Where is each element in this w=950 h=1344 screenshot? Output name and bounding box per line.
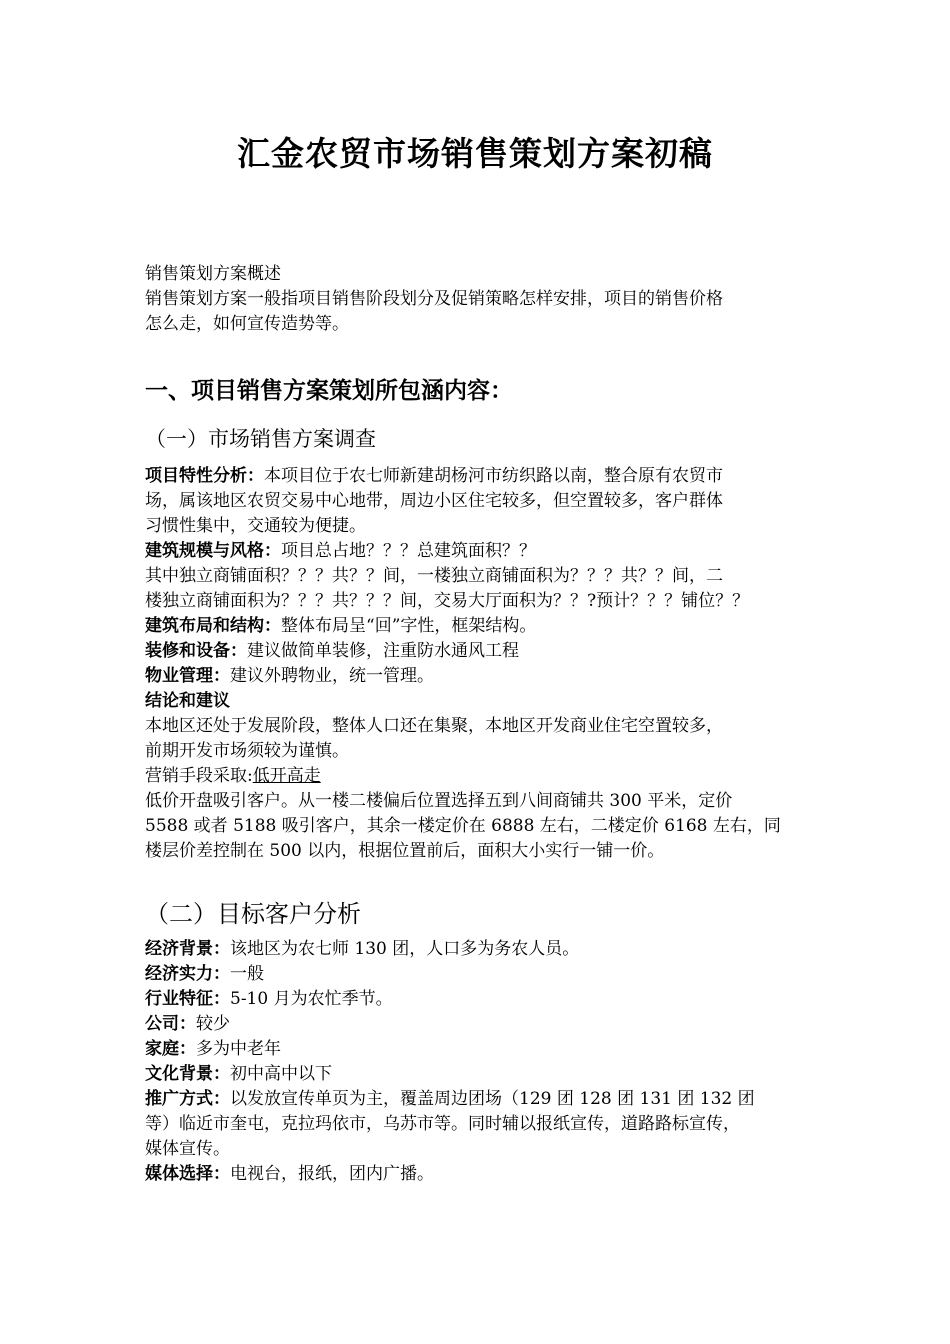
econ-power-text: 一般 — [230, 964, 264, 984]
layout-label: 建筑布局和结构： — [145, 616, 281, 636]
econ-power-label: 经济实力： — [145, 964, 230, 984]
price-line: 楼层价差控制在 500 以内，根据位置前后，面积大小实行一铺一价。 — [145, 841, 665, 861]
media-paragraph — [145, 1162, 825, 1187]
company-text: 较少 — [196, 1014, 230, 1034]
marketing-value: 低开高走 — [252, 766, 321, 786]
edu-label: 文化背景： — [145, 1064, 230, 1084]
family-label: 家庭： — [145, 1039, 196, 1059]
layout-paragraph — [145, 614, 825, 639]
overview-line: 销售策划方案一般指项目销售阶段划分及促销策略怎样安排，项目的销售价格 — [145, 289, 723, 309]
family-paragraph — [145, 1037, 825, 1062]
feature-line: 习惯性集中，交通较为便捷。 — [145, 516, 366, 536]
mgmt-text: 建议外聘物业，统一管理。 — [230, 666, 434, 686]
section1-content — [145, 464, 825, 864]
section2-content — [145, 937, 825, 1187]
mgmt-paragraph — [145, 664, 825, 689]
media-text: 电视台，报纸，团内广播。 — [230, 1164, 434, 1184]
econ-bg-paragraph — [145, 937, 825, 962]
edu-paragraph — [145, 1062, 825, 1087]
marketing-label: 营销手段采取: — [145, 766, 253, 786]
decor-paragraph — [145, 639, 825, 664]
mgmt-label: 物业管理： — [145, 666, 230, 686]
feature-line: 场，属该地区农贸交易中心地带，周边小区住宅较多，但空置较多，客户群体 — [145, 491, 723, 511]
feature-paragraph — [145, 464, 825, 489]
section1-heading: 一、项目销售方案策划所包涵内容： — [145, 377, 513, 404]
overview-heading: 销售策划方案概述 — [145, 264, 281, 284]
company-paragraph — [145, 1012, 825, 1037]
section1-heading-block — [145, 376, 825, 406]
conclusion-heading: 结论和建议 — [145, 691, 230, 711]
sub2-heading: （二）目标客户分析 — [145, 900, 361, 928]
scale-text: 项目总占地？？？总建筑面积？？ — [281, 541, 536, 561]
price-line: 低价开盘吸引客户。从一楼二楼偏后位置选择五到八间商铺共 300 平米，定价 — [145, 791, 733, 811]
econ-bg-text: 该地区为农七师 130 团，人口多为务农人员。 — [230, 939, 580, 959]
price-line: 5588 或者 5188 吸引客户，其余一楼定价在 6888 左右，二楼定价 6168 左右，同 — [145, 816, 781, 836]
conclusion-line: 前期开发市场须较为谨慎。 — [145, 741, 349, 761]
sub1-heading: （一）市场销售方案调查 — [145, 427, 376, 451]
econ-power-paragraph — [145, 962, 825, 987]
layout-text: 整体布局呈“回”字性，框架结构。 — [281, 616, 537, 636]
sub1-heading-block — [145, 424, 825, 454]
industry-label: 行业特征： — [145, 989, 230, 1009]
promo-line: 等）临近市奎屯，克拉玛依市，乌苏市等。同时辅以报纸宣传，道路路标宣传， — [145, 1114, 740, 1134]
document-title: 汇金农贸市场销售策划方案初稿 — [237, 134, 713, 173]
industry-text: 5-10 月为农忙季节。 — [230, 989, 393, 1009]
industry-paragraph — [145, 987, 825, 1012]
decor-text: 建议做简单装修，注重防水通风工程 — [247, 641, 519, 661]
scale-line: 其中独立商铺面积？？？共？？间，一楼独立商铺面积为？？？共？？间，二 — [145, 566, 723, 586]
feature-text: 本项目位于农七师新建胡杨河市纺织路以南，整合原有农贸市 — [264, 466, 723, 486]
promo-label: 推广方式： — [145, 1089, 230, 1109]
feature-label: 项目特性分析： — [145, 466, 264, 486]
edu-text: 初中高中以下 — [230, 1064, 332, 1084]
sub2-heading-block — [145, 898, 825, 930]
overview-line: 怎么走，如何宣传造势等。 — [145, 314, 349, 334]
conclusion-line: 本地区还处于发展阶段，整体人口还在集聚，本地区开发商业住宅空置较多， — [145, 716, 723, 736]
family-text: 多为中老年 — [196, 1039, 281, 1059]
media-label: 媒体选择： — [145, 1164, 230, 1184]
scale-label: 建筑规模与风格： — [145, 541, 281, 561]
marketing-paragraph — [145, 764, 825, 789]
promo-text: 以发放宣传单页为主，覆盖周边团场（129 团 128 团 131 团 132 团 — [230, 1089, 755, 1109]
econ-bg-label: 经济背景： — [145, 939, 230, 959]
scale-line: 楼独立商铺面积为？？？共？？？间，交易大厅面积为？？?预计？？？铺位？？ — [145, 591, 750, 611]
promo-line: 媒体宣传。 — [145, 1139, 230, 1159]
decor-label: 装修和设备： — [145, 641, 247, 661]
overview-block — [145, 262, 825, 337]
company-label: 公司： — [145, 1014, 196, 1034]
scale-paragraph — [145, 539, 825, 564]
promo-paragraph — [145, 1087, 825, 1112]
